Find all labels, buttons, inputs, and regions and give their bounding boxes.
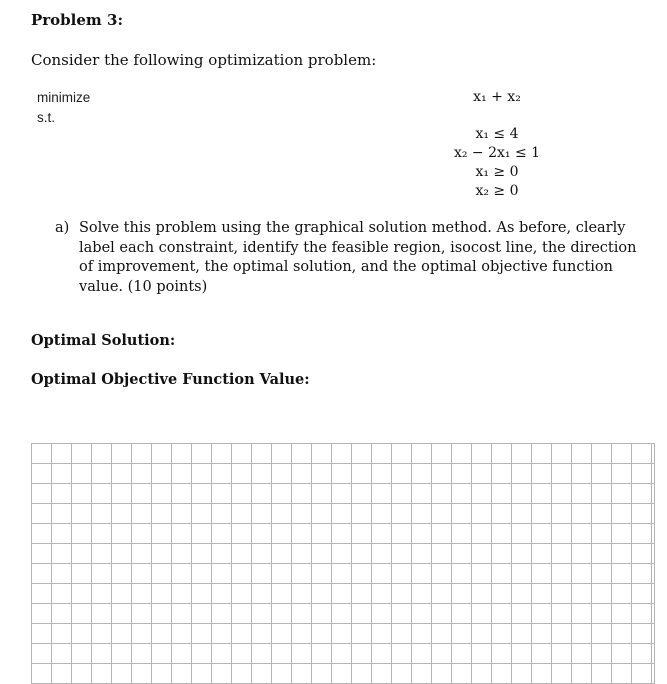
graph-paper-grid (31, 443, 655, 684)
subject-to-label: s.t. (37, 110, 56, 125)
question-a-text: Solve this problem using the graphical solution method. As before, clearly label each constraint, identify the feasible region, isocost line, the direction of improvement, the optimal solution, and the optimal objective function value. (10 points) (79, 220, 637, 295)
optimal-solution-label: Optimal Solution: (31, 332, 176, 349)
constraint-1: x₁ ≤ 4 (475, 126, 519, 142)
problem-intro: Consider the following optimization problem: (31, 51, 377, 69)
constraint-4: x₂ ≥ 0 (475, 183, 519, 199)
question-a-label: a) (55, 220, 70, 236)
question-a (55, 219, 655, 297)
minimize-label: minimize (37, 90, 91, 105)
objective-function: x₁ + x₂ (473, 89, 521, 105)
constraint-2: x₂ − 2x₁ ≤ 1 (453, 145, 541, 161)
optimal-value-label: Optimal Objective Function Value: (31, 371, 310, 388)
constraint-3: x₁ ≥ 0 (475, 164, 519, 180)
problem-title: Problem 3: (31, 11, 123, 29)
